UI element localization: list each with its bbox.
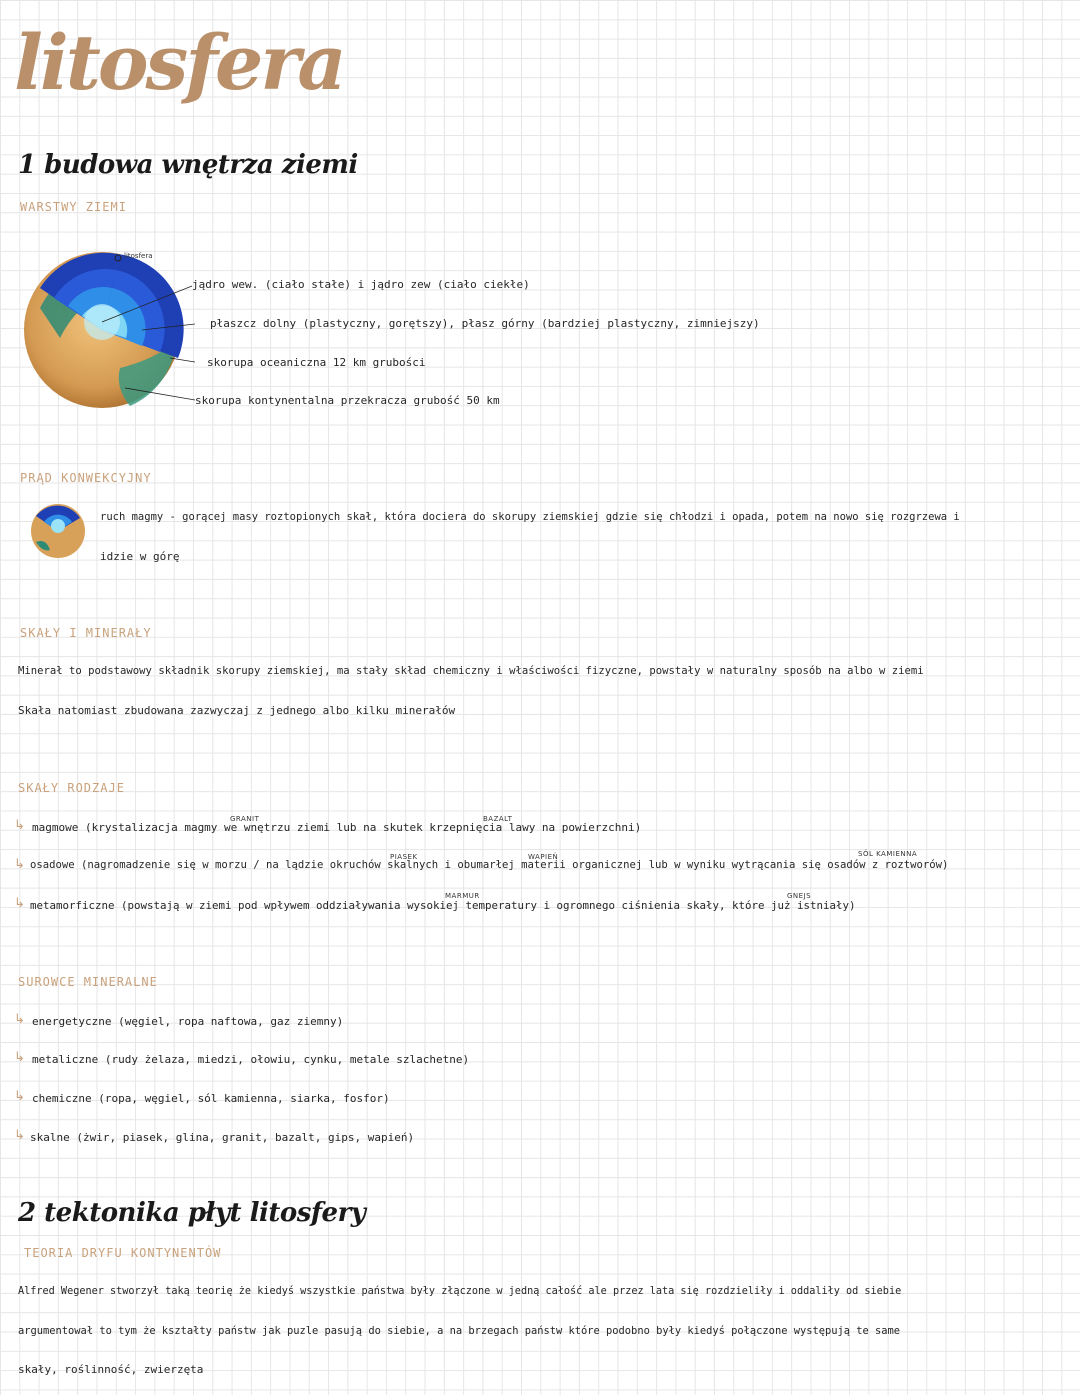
note-gnejs: GNEJS	[787, 892, 812, 900]
bullet-arrow-icon: ↳	[14, 1089, 25, 1104]
drift-subtitle: TEORIA DRYFU KONTYNENTÓW	[24, 1246, 222, 1260]
convection-line-1: ruch magmy - gorącej masy roztopionych skał, która dociera do skorupy ziemskiej gdzie się chłodzi i opada, potem na nowo się rozgrzewa i	[100, 511, 960, 523]
resource-item: chemiczne (ropa, węgiel, sól kamienna, siarka, fosfor)	[32, 1092, 390, 1105]
convection-subtitle: PRĄD KONWEKCYJNY	[20, 471, 152, 485]
bullet-arrow-icon: ↳	[14, 1050, 25, 1065]
resource-item: skalne (żwir, piasek, glina, granit, bazalt, gips, wapień)	[30, 1131, 415, 1144]
earth-layers-diagram	[20, 248, 195, 418]
bullet-arrow-icon: ↳	[14, 818, 25, 833]
convection-globe-icon	[28, 502, 88, 560]
resource-item: energetyczne (węgiel, ropa naftowa, gaz ziemny)	[32, 1015, 344, 1028]
rocks-minerals-subtitle: SKAŁY I MINERAŁY	[20, 626, 152, 640]
note-wapien: WAPIEŃ	[528, 853, 559, 861]
note-granit: GRANIT	[230, 815, 260, 823]
bullet-arrow-icon: ↳	[14, 857, 25, 872]
note-piasek: PIASEK	[390, 853, 418, 861]
resources-subtitle: SUROWCE MINERALNE	[18, 975, 158, 989]
rock-types-subtitle: SKAŁY RODZAJE	[18, 781, 125, 795]
layer-item: skorupa oceaniczna 12 km grubości	[207, 356, 426, 369]
resource-item: metaliczne (rudy żelaza, miedzi, ołowiu, cynku, metale szlachetne)	[32, 1053, 470, 1066]
rock-type-item: metamorficzne (powstają w ziemi pod wpływem oddziaływania wysokiej temperatury i ogromnego ciśnienia skały, które już istniały)	[30, 899, 856, 912]
note-bazalt: BAZALT	[483, 815, 513, 823]
globe-label-litosfera: litosfera	[124, 252, 153, 260]
minerals-line-2: Skała natomiast zbudowana zazwyczaj z jednego albo kilku minerałów	[18, 704, 456, 717]
rock-type-item: magmowe (krystalizacja magmy we wnętrzu ziemi lub na skutek krzepnięcia lawy na powierzchni)	[32, 821, 642, 834]
layer-item: płaszcz dolny (plastyczny, gorętszy), płasz górny (bardziej plastyczny, zimniejszy)	[210, 317, 760, 330]
minerals-line-1: Minerał to podstawowy składnik skorupy ziemskiej, ma stały skład chemiczny i właściwości fizyczne, powstały w naturalny sposób na albo w ziemi	[18, 665, 924, 677]
layers-subtitle: WARSTWY ZIEMI	[20, 200, 127, 214]
layer-item: skorupa kontynentalna przekracza grubość 50 km	[195, 394, 500, 407]
convection-line-2: idzie w górę	[100, 550, 180, 563]
drift-line-2: argumentował to tym że kształty państw jak puzle pasują do siebie, a na brzegach państw które podobno były kiedyś połączone występują te same	[18, 1325, 901, 1337]
bullet-arrow-icon: ↳	[14, 1012, 25, 1027]
note-marmur: MARMUR	[445, 892, 480, 900]
page-title: litosfera	[14, 18, 344, 107]
drift-line-3: skały, roślinność, zwierzęta	[18, 1363, 204, 1376]
note-sol-kamienna: SÓL KAMIENNA	[858, 850, 918, 858]
section-1-heading: 1 budowa wnętrza ziemi	[18, 150, 358, 180]
layer-item: jądro wew. (ciało stałe) i jądro zew (ciało ciekłe)	[192, 278, 530, 291]
rock-type-item: osadowe (nagromadzenie się w morzu / na lądzie okruchów skalnych i obumarłej materii organicznej lub w wyniku wytrącania się osadów z roztworów)	[30, 859, 949, 871]
drift-line-1: Alfred Wegener stworzył taką teorię że kiedyś wszystkie państwa były złączone w jedną całość ale przez lata się rozdzieliły i oddaliły od siebie	[18, 1286, 902, 1297]
bullet-arrow-icon: ↳	[14, 896, 25, 911]
bullet-arrow-icon: ↳	[14, 1128, 25, 1143]
section-2-heading: 2 tektonika płyt litosfery	[18, 1198, 366, 1228]
